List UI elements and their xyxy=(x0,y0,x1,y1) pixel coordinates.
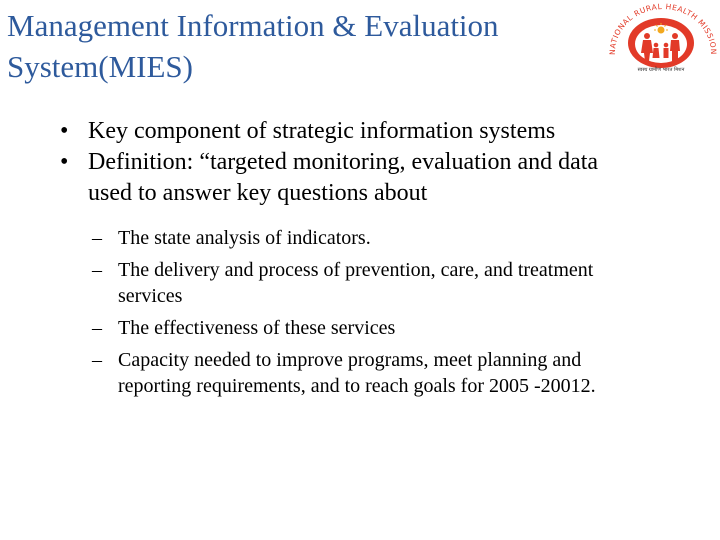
sub-bullet-item xyxy=(0,225,658,251)
sub-bullet-item xyxy=(0,347,658,399)
bullet-item xyxy=(0,116,648,147)
sub-bullet-marker: – xyxy=(92,227,102,249)
national-rural-health-mission-logo xyxy=(603,3,719,77)
sub-bullet-item xyxy=(0,315,658,341)
sub-bullet-text: The delivery and process of prevention, care, and treatment services xyxy=(118,259,594,307)
sub-bullet-text: The state analysis of indicators. xyxy=(118,227,371,249)
sub-bullet-marker: – xyxy=(92,317,102,339)
slide-title: Management Information & Evaluation System(MIES) xyxy=(7,8,499,84)
sub-bullet-list xyxy=(0,225,720,399)
bullet-text: Key component of strategic information systems xyxy=(88,118,556,144)
sub-bullet-marker: – xyxy=(92,259,102,281)
bullet-marker: • xyxy=(60,149,69,175)
logo-arc-text: NATIONAL RURAL HEALTH MISSION xyxy=(607,3,719,56)
bullet-item xyxy=(0,147,648,209)
bullet-marker: • xyxy=(60,118,69,144)
logo-motto-text: स्वस्थ ग्रामीण भारत मिशन xyxy=(637,67,685,73)
sub-bullet-item xyxy=(0,257,658,309)
sub-bullet-text: The effectiveness of these services xyxy=(118,317,396,339)
sub-bullet-text: Capacity needed to improve programs, meet planning and reporting requirements, and to reach goals for 2005 -20012. xyxy=(118,349,596,397)
sub-bullet-marker: – xyxy=(92,349,102,371)
logo-ring xyxy=(628,18,694,68)
bullet-text: Definition: “targeted monitoring, evaluation and data used to answer key questions about xyxy=(88,149,599,206)
slide-body xyxy=(0,116,720,405)
bullet-list xyxy=(0,116,720,209)
